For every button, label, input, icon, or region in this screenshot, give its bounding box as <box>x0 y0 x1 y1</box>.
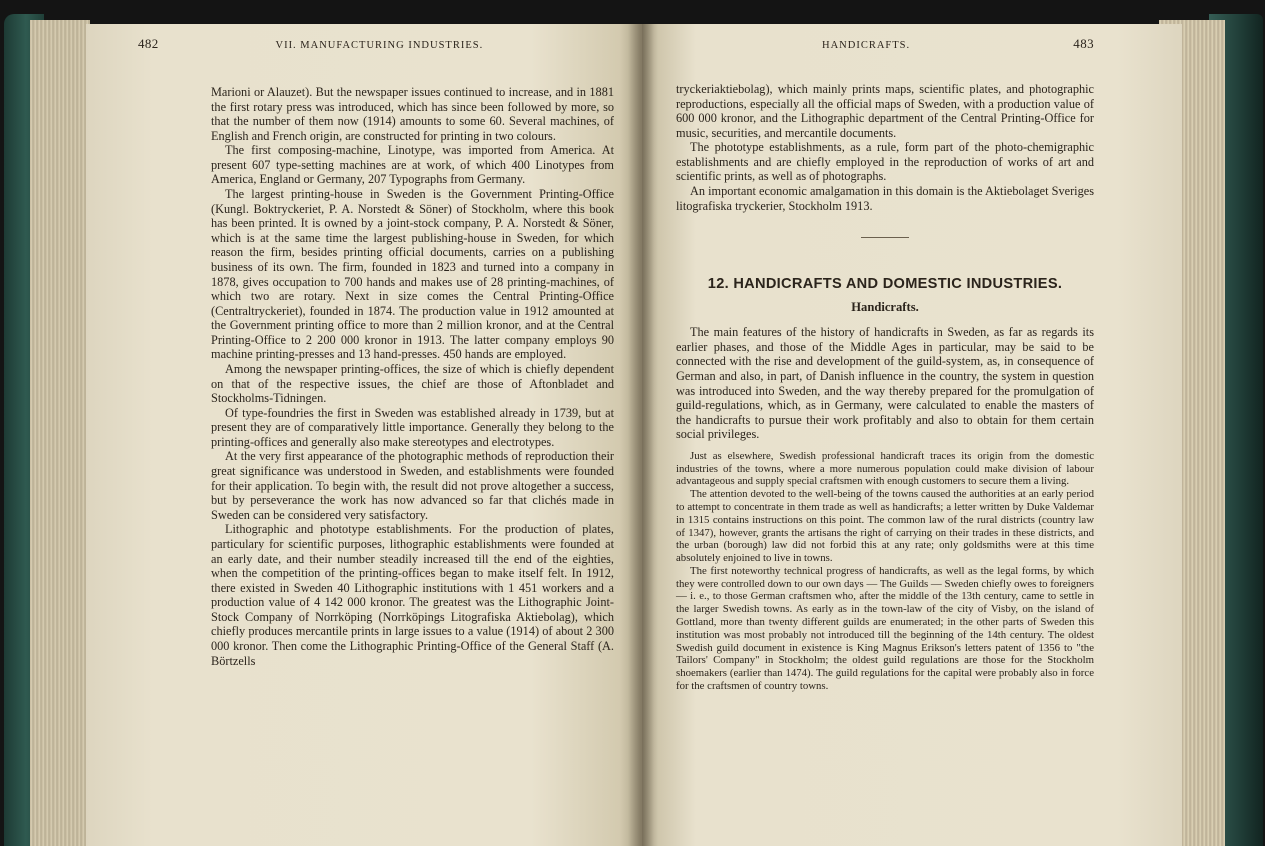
book-gutter <box>628 24 654 846</box>
right-page-header <box>672 36 1094 52</box>
left-running-head: VII. MANUFACTURING INDUSTRIES. <box>275 40 484 51</box>
left-page-number: 482 <box>138 36 159 51</box>
right-page-number: 483 <box>1073 36 1094 51</box>
small-paragraph-2: The attention devoted to the well-being of the towns caused the authorities at an early period to attempt to concentrate in them trade as well as handicrafts; a letter written by Duke Valdemar in 1315 contains instructions on this point. The common law of the rural districts (country law of 1347), however, grants the artisans the right of carrying on their trades in these districts, and the urban (borough) law did not forbid this at any rate; only goldsmiths were at this time absolutely enjoined to live in towns. <box>676 488 1094 565</box>
left-paragraph-7: Lithographic and phototype establishments. For the production of plates, particulary for scientific purposes, lithographic establishments were founded at an early date, and their number steadily increased till the end of the eighties, when the competition of the printing-offices began to make itself felt. In 1912, there existed in Sweden 40 Lithographic institutions with 1 451 workers and a production value of 4 142 000 kronor. The greatest was the Lithographic Joint-Stock Company of Norrköping (Norrköpings Litografiska Aktiebolag), which chiefly produces mercantile prints in large issues to a value (1914) of about 2 300 000 kronor. Then come the Lithographic Printing-Office of the General Staff (A. Börtzells <box>211 522 614 668</box>
left-text-column <box>211 85 614 668</box>
page-edges-left <box>30 20 90 846</box>
right-paragraph-1: tryckeriaktiebolag), which mainly prints maps, scientific plates, and photographic reproductions, especially all the official maps of Sweden, with a production value of 600 000 kronor, and the Lithographic department of the Central Printing-Office for music, securities, and mercantile documents. <box>676 82 1094 140</box>
left-paragraph-1: Marioni or Alauzet). But the newspaper issues continued to increase, and in 1881 the first rotary press was introduced, which has since been followed by more, so that the number of them now (1914) amounts to some 60. Several machines, of English and French origin, are constructed for printing in two colours. <box>211 85 614 143</box>
left-paragraph-2: The first composing-machine, Linotype, was imported from America. At present 607 type-setting machines are at work, of which 400 Linotypes from America, England or Germany, 207 Typographs from Germany. <box>211 143 614 187</box>
small-paragraph-3: The first noteworthy technical progress of handicrafts, as well as the legal forms, by which they were controlled down to our own days — The Guilds — Sweden chiefly owes to foreigners — i. e., to those German craftsmen who, after the middle of the 13th century, came to settle in the larger Swedish towns. As early as in the town-law of the city of Visby, on the island of Gottland, more than twenty different guilds are enumerated; in the other parts of Sweden this institution was most probably not introduced till the beginning of the 14th century. The oldest Swedish guild document in existence is King Magnus Erikson's letters patent of 1356 to "the Tailors' Company" in Stockholm; the oldest guild regulations are those for the Stockholm shoemakers (earlier than 1474). The guild regulations for the capital were probably also in force for the craftsmen of country towns. <box>676 564 1094 692</box>
small-paragraph-1: Just as elsewhere, Swedish professional handicraft traces its origin from the domestic industries of the towns, where a more numerous population could make division of labour advantageous and supply special craftsmen with enough customers to secure them a living. <box>676 449 1094 488</box>
right-paragraph-3: An important economic amalgamation in this domain is the Aktiebolaget Sveriges litografiska tryckerier, Stockholm 1913. <box>676 184 1094 213</box>
left-paragraph-6: At the very first appearance of the photographic methods of reproduction their great significance was understood in Sweden, and establishments were founded for their application. To begin with, the result did not prove altogether a success, but by perseverance the work has now advanced so far that clichés made in Sweden can be considered very satisfactory. <box>211 449 614 522</box>
right-running-head: HANDICRAFTS. <box>822 40 911 51</box>
left-page-header <box>138 36 620 52</box>
section-heading: Handicrafts. <box>851 300 919 315</box>
right-text-column <box>676 82 1094 693</box>
right-paragraph-2: The phototype establishments, as a rule, form part of the photo-chemigraphic establishments and are chiefly employed in the reproduction of works of art and scientific prints, as well as of photographs. <box>676 140 1094 184</box>
left-paragraph-5: Of type-foundries the first in Sweden was established already in 1739, but at present they are of comparatively little importance. Generally they belong to the printing-offices and generally also make stereotypes and electrotypes. <box>211 405 614 449</box>
body-paragraph: The main features of the history of handicrafts in Sweden, as far as regards its earlier phases, and those of the Middle Ages in particular, may be said to be connected with the rise and development of the guild-system, as, in consequence of German and also, in part, of Danish influence in the country, the system in question was introduced into Sweden, and the way thereby prepared for the promulgation of guild-regulations, which, as in Germany, were calculated to enable the masters of the handicrafts to pursue their work profitably and also to obtain for them certain social privileges. <box>676 325 1094 442</box>
chapter-heading: 12. HANDICRAFTS AND DOMESTIC INDUSTRIES. <box>707 276 1063 293</box>
left-paragraph-4: Among the newspaper printing-offices, the size of which is chiefly dependent on that of the respective issues, the chief are those of Aftonbladet and Stockholms-Tidningen. <box>211 361 614 406</box>
left-paragraph-3: The largest printing-house in Sweden is the Government Printing-Office (Kungl. Boktryckeriet, P. A. Norstedt & Söner) of Stockholm, where this book has been printed. It is owned by a joint-stock company, P. A. Norstedt & Söner, which is at the same time the largest publishing-house in Sweden, for which reason the firm, besides printing official documents, carries on a publishing business of its own. The firm, founded in 1823 and turned into a company in 1878, gives occupation to 700 hands and makes use of 28 printing-machines, of which two are rotary. Next in size comes the Central Printing-Office (Centraltryckeriet), founded in 1874. The production value in 1912 amounted at the Government printing office to more than 2 million kronor, and at the Central Printing-Office to 2 200 000 kronor in 1913. The latter company employs 90 machine printing-presses and 13 hand-presses. 450 hands are employed. <box>211 187 614 362</box>
section-divider <box>861 237 909 238</box>
